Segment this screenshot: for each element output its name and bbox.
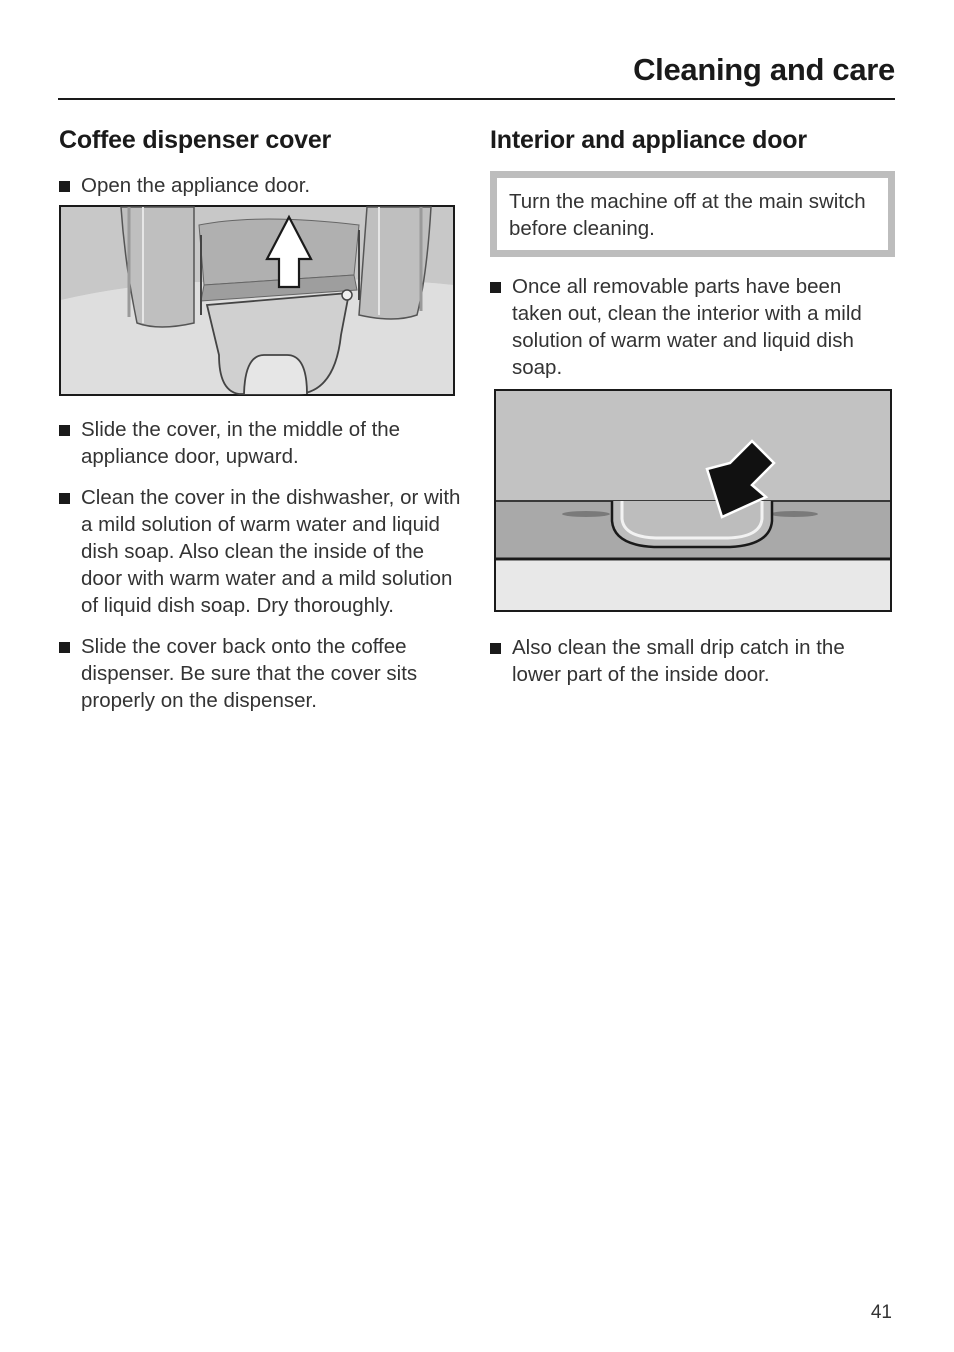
- bullet-text: Slide the cover back onto the coffee dispenser. Be sure that the cover sits properly on the dispenser.: [81, 635, 418, 712]
- bullet-text: Also clean the small drip catch in the lower part of the inside door.: [512, 636, 845, 686]
- bullet-icon: [490, 643, 501, 654]
- bullet-text: Once all removable parts have been taken out, clean the interior with a mild solution of warm water and liquid dish soap.: [512, 275, 862, 379]
- list-item: [59, 633, 461, 714]
- header-rule: [58, 98, 895, 100]
- bullet-text: Clean the cover in the dishwasher, or with a mild solution of warm water and liquid dish soap. Also clean the inside of the door with warm water and a mild solution of liquid dish soap. Dry thoroughly.: [81, 486, 461, 617]
- notice-text: Turn the machine off at the main switch before cleaning.: [497, 178, 888, 250]
- bullet-icon: [59, 493, 70, 504]
- page-number: 41: [870, 1302, 892, 1323]
- section-interior-and-door: [490, 126, 895, 688]
- list-item: [490, 634, 895, 688]
- section-heading: Interior and appliance door: [490, 126, 807, 154]
- list-item: [59, 416, 461, 470]
- page-title: Cleaning and care: [633, 52, 895, 87]
- section-heading: Coffee dispenser cover: [59, 126, 332, 154]
- notice-box: [490, 171, 895, 257]
- bullet-text: Open the appliance door.: [81, 174, 311, 197]
- section-coffee-dispenser-cover: [59, 126, 461, 714]
- list-item: [59, 172, 461, 199]
- drip-catch-illustration: [494, 389, 892, 612]
- bullet-icon: [490, 282, 501, 293]
- bullet-text: Slide the cover, in the middle of the appliance door, upward.: [81, 418, 401, 468]
- dispenser-cover-illustration: [59, 205, 455, 396]
- list-item: [490, 273, 895, 381]
- list-item: [59, 484, 461, 619]
- bullet-icon: [59, 425, 70, 436]
- bullet-icon: [59, 181, 70, 192]
- bullet-icon: [59, 642, 70, 653]
